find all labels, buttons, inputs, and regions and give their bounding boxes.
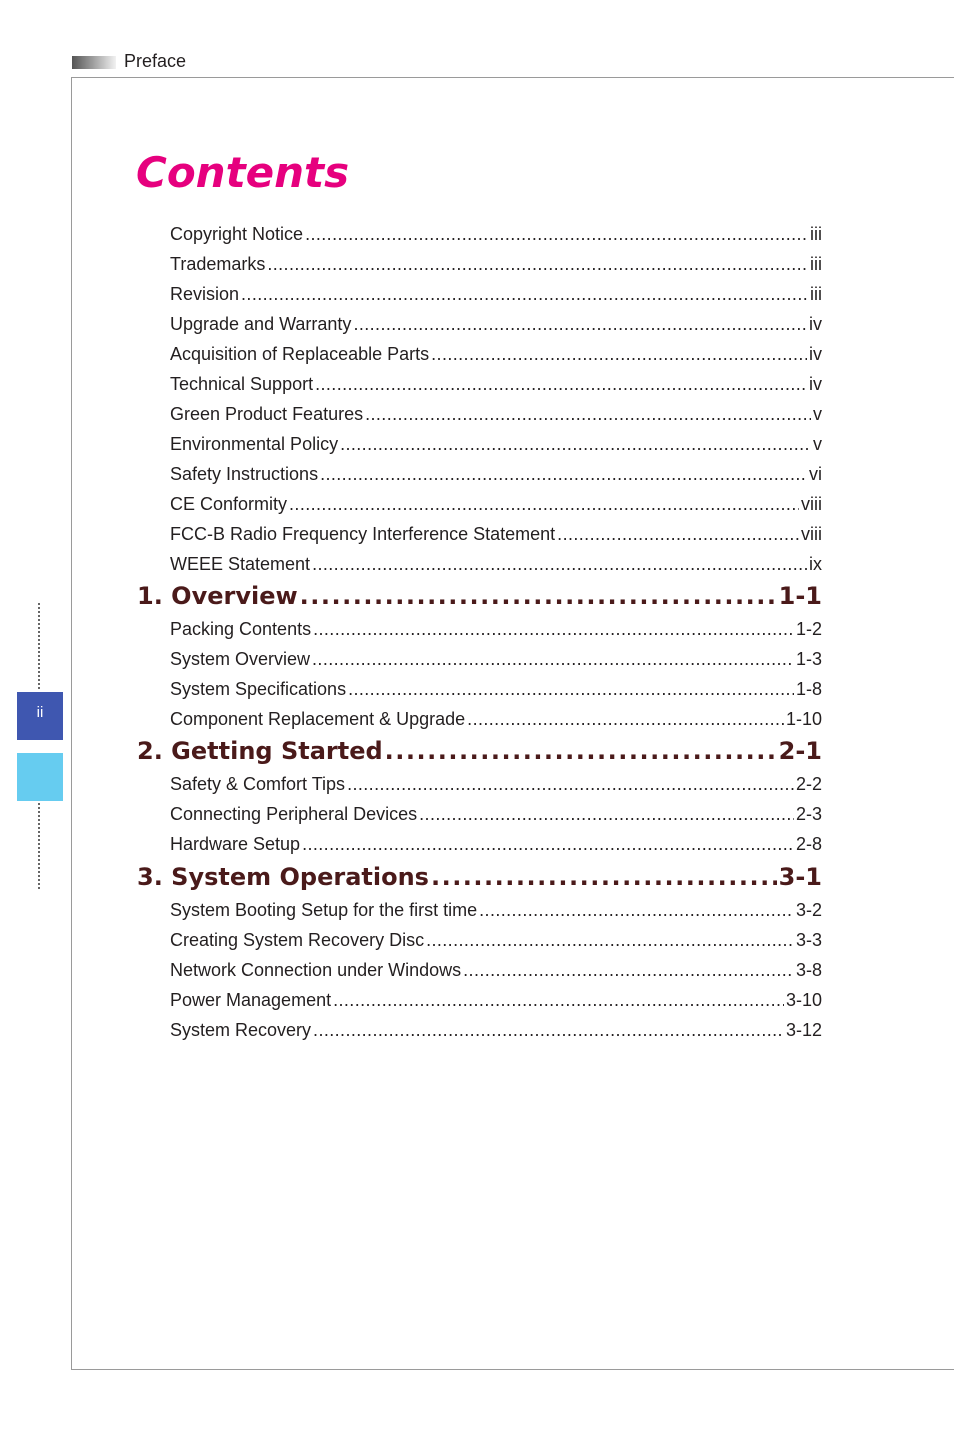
toc-entry[interactable] xyxy=(170,371,822,397)
toc-page-number: v xyxy=(813,404,822,424)
toc-entry[interactable] xyxy=(170,431,822,457)
toc-entry-title: Upgrade and Warranty xyxy=(170,314,352,334)
toc-dot-leader xyxy=(431,341,807,367)
toc-entry[interactable] xyxy=(170,401,822,427)
toc-page-number: iv xyxy=(809,344,822,364)
toc-entry-title: Acquisition of Replaceable Parts xyxy=(170,344,430,364)
toc-dot-leader xyxy=(313,616,794,642)
page-number-tab xyxy=(17,692,63,740)
toc-entry-title: Green Product Features xyxy=(170,404,364,424)
toc-dot-leader xyxy=(426,927,794,953)
toc-dot-leader xyxy=(302,831,794,857)
side-dotted-rule-top xyxy=(38,603,40,689)
toc-chapter-heading[interactable] xyxy=(137,735,822,767)
toc-entry-title: Technical Support xyxy=(170,374,314,394)
toc-entry[interactable] xyxy=(170,897,822,923)
toc-dot-leader xyxy=(348,676,794,702)
toc-entry-title: Connecting Peripheral Devices xyxy=(170,804,418,824)
toc-dot-leader xyxy=(385,735,777,767)
toc-page-number: 1-1 xyxy=(778,582,822,610)
toc-page-number: 1-2 xyxy=(795,619,822,639)
toc-entry[interactable] xyxy=(170,521,822,547)
toc-dot-leader xyxy=(315,371,807,397)
toc-page-number: 3-3 xyxy=(795,930,822,950)
toc-entry-title: Power Management xyxy=(170,990,332,1010)
toc-entry[interactable] xyxy=(170,281,822,307)
toc-entry[interactable] xyxy=(170,251,822,277)
toc-dot-leader xyxy=(313,1017,784,1043)
toc-page-number: 2-3 xyxy=(795,804,822,824)
toc-entry[interactable] xyxy=(170,461,822,487)
toc-page-number: 3-2 xyxy=(795,900,822,920)
toc-entry-title: Safety & Comfort Tips xyxy=(170,774,346,794)
toc-entry-title: CE Conformity xyxy=(170,494,288,514)
toc-entry-title: Revision xyxy=(170,284,240,304)
toc-entry-title: 3. System Operations xyxy=(137,863,429,891)
toc-entry-title: Safety Instructions xyxy=(170,464,319,484)
toc-entry[interactable] xyxy=(170,551,822,577)
toc-page-number: iii xyxy=(810,224,822,244)
toc-dot-leader xyxy=(479,897,794,923)
toc-dot-leader xyxy=(463,957,794,983)
toc-entry[interactable] xyxy=(170,1017,822,1043)
toc-dot-leader xyxy=(320,461,807,487)
toc-entry-title: System Overview xyxy=(170,649,311,669)
toc-entry[interactable] xyxy=(170,706,822,732)
toc-dot-leader xyxy=(347,771,794,797)
toc-page-number: 3-10 xyxy=(785,990,822,1010)
toc-entry[interactable] xyxy=(170,987,822,1013)
toc-entry-title: System Booting Setup for the first time xyxy=(170,900,478,920)
toc-page-number: ix xyxy=(809,554,822,574)
toc-entry[interactable] xyxy=(170,957,822,983)
toc-page-number: 1-3 xyxy=(795,649,822,669)
toc-dot-leader xyxy=(365,401,811,427)
toc-entry-title: Hardware Setup xyxy=(170,834,301,854)
toc-dot-leader xyxy=(305,221,808,247)
toc-entry-title: Creating System Recovery Disc xyxy=(170,930,425,950)
toc-entry-title: Trademarks xyxy=(170,254,266,274)
toc-page-number: 2-8 xyxy=(795,834,822,854)
toc-entry-title: FCC-B Radio Frequency Interference Statement xyxy=(170,524,556,544)
toc-page-number: iii xyxy=(810,284,822,304)
side-dotted-rule-bottom xyxy=(38,803,40,889)
side-color-tab xyxy=(17,753,63,801)
toc-page-number: 2-2 xyxy=(795,774,822,794)
header-gradient-bar xyxy=(72,56,116,69)
toc-entry-title: System Recovery xyxy=(170,1020,312,1040)
toc-entry-title: Network Connection under Windows xyxy=(170,960,462,980)
toc-entry[interactable] xyxy=(170,221,822,247)
toc-entry[interactable] xyxy=(170,311,822,337)
toc-entry-title: 2. Getting Started xyxy=(137,737,383,765)
toc-dot-leader xyxy=(312,551,807,577)
toc-entry[interactable] xyxy=(170,771,822,797)
toc-entry[interactable] xyxy=(170,616,822,642)
toc-entry[interactable] xyxy=(170,646,822,672)
toc-page-number: iv xyxy=(809,374,822,394)
toc-dot-leader xyxy=(267,251,808,277)
toc-chapter-heading[interactable] xyxy=(137,861,822,893)
toc-entry-title: Component Replacement & Upgrade xyxy=(170,709,466,729)
toc-entry-title: Packing Contents xyxy=(170,619,312,639)
toc-entry[interactable] xyxy=(170,801,822,827)
toc-page-number: 3-1 xyxy=(778,863,822,891)
toc-page-number: 3-8 xyxy=(795,960,822,980)
toc-dot-leader xyxy=(431,861,777,893)
toc-dot-leader xyxy=(241,281,808,307)
toc-entry[interactable] xyxy=(170,341,822,367)
toc-dot-leader xyxy=(289,491,799,517)
toc-dot-leader xyxy=(333,987,784,1013)
toc-page-number: iii xyxy=(810,254,822,274)
toc-entry-title: Copyright Notice xyxy=(170,224,304,244)
toc-entry-title: WEEE Statement xyxy=(170,554,311,574)
section-label: Preface xyxy=(124,51,187,71)
toc-dot-leader xyxy=(467,706,784,732)
toc-page-number: iv xyxy=(809,314,822,334)
toc-entry[interactable] xyxy=(170,676,822,702)
toc-dot-leader xyxy=(340,431,811,457)
toc-page-number: viii xyxy=(801,524,822,544)
page-title: Contents xyxy=(136,148,350,197)
toc-entry[interactable] xyxy=(170,831,822,857)
toc-dot-leader xyxy=(557,521,799,547)
toc-page-number: 1-8 xyxy=(795,679,822,699)
toc-page-number: 3-12 xyxy=(785,1020,822,1040)
toc-entry-title: System Specifications xyxy=(170,679,347,699)
toc-page-number: 1-10 xyxy=(785,709,822,729)
toc-entry[interactable] xyxy=(170,491,822,517)
toc-dot-leader xyxy=(312,646,794,672)
toc-entry-title: Environmental Policy xyxy=(170,434,339,454)
page-number: ii xyxy=(36,704,44,721)
toc-page-number: 2-1 xyxy=(778,737,822,765)
toc-entry-title: 1. Overview xyxy=(137,582,298,610)
toc-page-number: vi xyxy=(809,464,822,484)
toc-dot-leader xyxy=(419,801,794,827)
toc-chapter-heading[interactable] xyxy=(137,580,822,612)
toc-dot-leader xyxy=(353,311,807,337)
toc-dot-leader xyxy=(300,580,777,612)
toc-entry[interactable] xyxy=(170,927,822,953)
toc-page-number: v xyxy=(813,434,822,454)
toc-page-number: viii xyxy=(801,494,822,514)
